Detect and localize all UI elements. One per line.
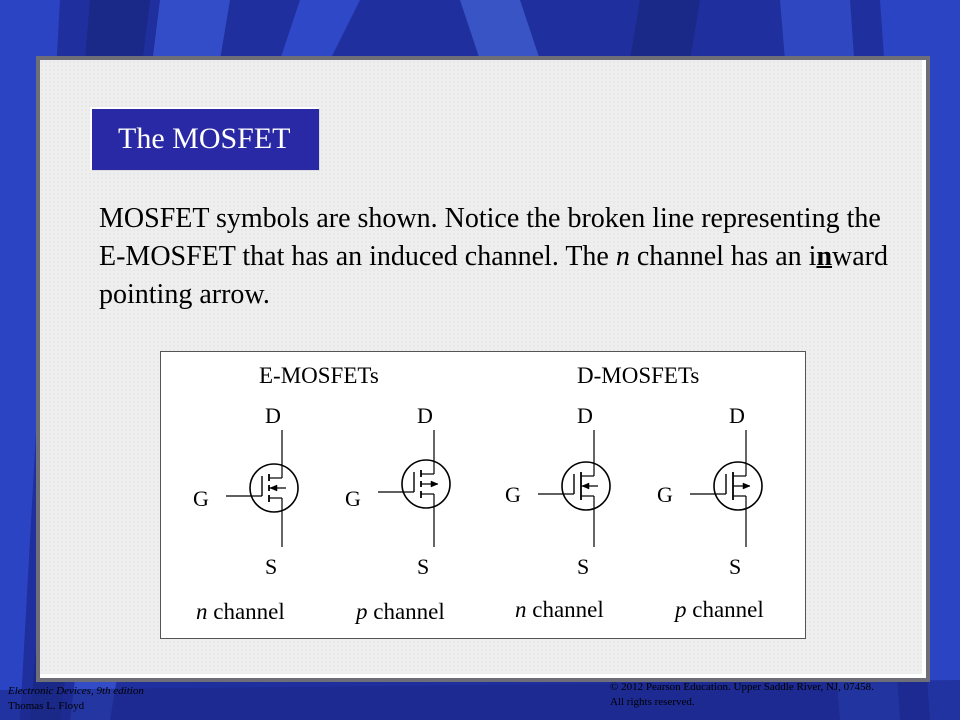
channel-word-4: channel <box>686 597 764 622</box>
footer-right <box>610 680 874 710</box>
body-text <box>99 200 899 314</box>
channel-label-2 <box>356 599 445 625</box>
channel-label-3 <box>515 597 604 623</box>
channel-label-1 <box>196 599 285 625</box>
slide-title: The MOSFET <box>118 122 291 155</box>
arrow-inward-1 <box>270 485 277 491</box>
drain-label-1: D <box>265 403 281 428</box>
gate-label-3: G <box>505 482 521 507</box>
arrow-outward-2 <box>431 481 438 487</box>
body-underlined-n: n <box>816 241 833 272</box>
body-part3: ward pointing arrow. <box>99 241 889 310</box>
title-box <box>90 107 320 171</box>
group-label-e-mosfets: E-MOSFETs <box>259 363 379 388</box>
drain-label-2: D <box>417 403 433 428</box>
footer-rights: All rights reserved. <box>610 696 695 708</box>
channel-word-2: channel <box>367 599 445 624</box>
channel-word-3: channel <box>526 597 604 622</box>
arrow-inward-3 <box>582 483 589 489</box>
group-label-d-mosfets: D-MOSFETs <box>577 363 700 388</box>
source-label-4: S <box>729 554 742 579</box>
mosfet-diagram <box>160 351 806 639</box>
arrow-outward-4 <box>743 483 750 489</box>
gate-label-4: G <box>657 482 673 507</box>
footer-copyright: © 2012 Pearson Education. Upper Saddle River, NJ, 07458. <box>610 681 874 693</box>
footer-author: Thomas L. Floyd <box>8 700 85 712</box>
drain-label-3: D <box>577 403 593 428</box>
source-label-2: S <box>417 554 430 579</box>
channel-type-1: n <box>196 599 208 624</box>
body-part1: MOSFET symbols are shown. Notice the broken line representing the E-MOSFET that has an induced channel. The <box>99 203 881 272</box>
channel-type-2: p <box>356 599 368 624</box>
body-n-italic: n <box>615 241 630 272</box>
source-label-3: S <box>577 554 590 579</box>
drain-label-4: D <box>729 403 745 428</box>
channel-label-4 <box>675 597 764 623</box>
gate-label-1: G <box>193 486 209 511</box>
footer-book <box>8 684 144 699</box>
gate-label-2: G <box>345 486 361 511</box>
channel-word-1: channel <box>207 599 285 624</box>
source-label-1: S <box>265 554 278 579</box>
body-part2: channel has an i <box>629 241 817 272</box>
channel-type-3: n <box>515 597 527 622</box>
footer-book-title: Electronic Devices, 9th edition <box>8 685 144 697</box>
footer-left <box>8 684 144 714</box>
channel-type-4: p <box>675 597 687 622</box>
